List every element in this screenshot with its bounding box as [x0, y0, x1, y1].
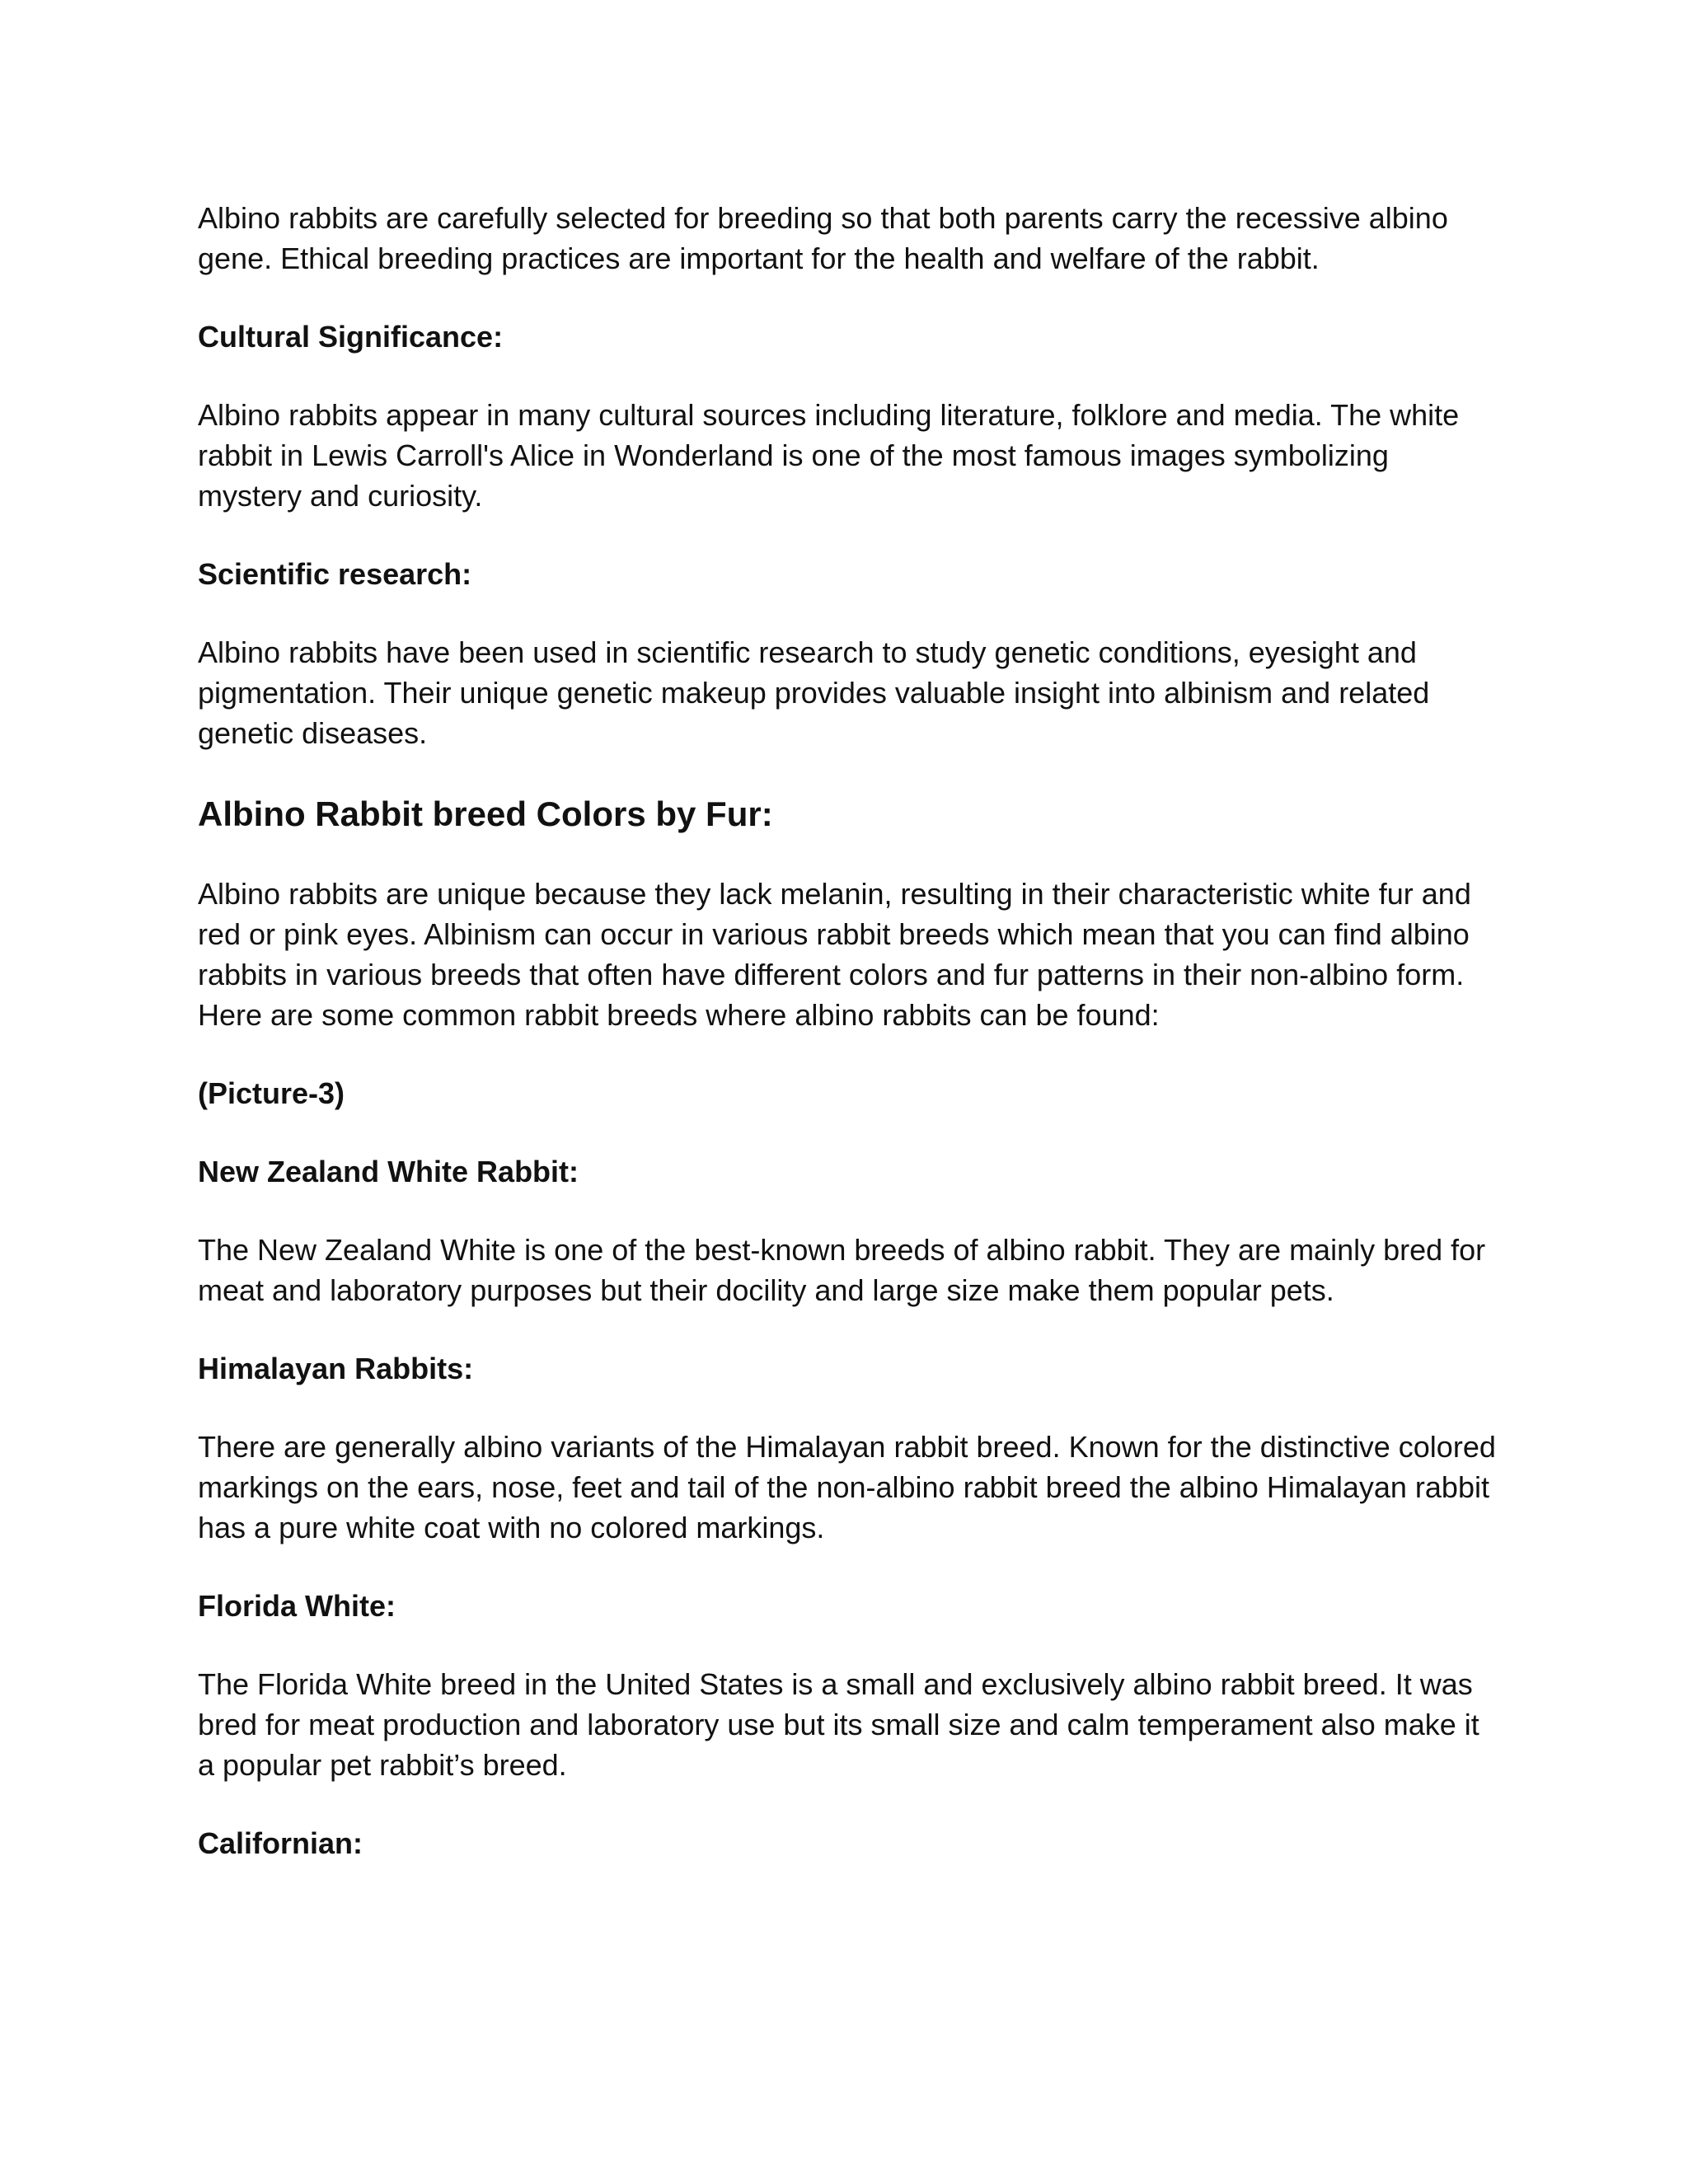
cultural-significance-label: Cultural Significance: [198, 320, 504, 354]
intro-breeding-paragraph: Albino rabbits are carefully selected for breeding so that both parents carry the recessive albino gene. Ethical breeding practices are important for the health and welfare of the rabbit. [198, 201, 1448, 275]
scientific-research-paragraph: Albino rabbits have been used in scientific research to study genetic conditions, eyesight and pigmentation. Their unique genetic makeup provides valuable insight into albinism and related genetic diseases. [198, 635, 1430, 750]
florida-white-label: Florida White: [198, 1589, 396, 1623]
florida-white-paragraph: The Florida White breed in the United States is a small and exclusively albino rabbit breed. It was bred for meat production and laboratory use but its small size and calm temperament also make it a popular pet rabbit’s breed. [198, 1667, 1479, 1782]
section-heading-breed-colors: Albino Rabbit breed Colors by Fur: [198, 794, 773, 833]
himalayan-rabbits-paragraph: There are generally albino variants of the Himalayan rabbit breed. Known for the distinctive colored markings on the ears, nose, feet and tail of the non-albino rabbit breed the albino Himalayan rabbit has a pure white coat with no colored markings. [198, 1430, 1496, 1544]
breed-colors-paragraph: Albino rabbits are unique because they lack melanin, resulting in their characteristic white fur and red or pink eyes. Albinism can occur in various rabbit breeds which mean that you can find albino rabbits in various breeds that often have different colors and fur patterns in their non-albino form. Here are some common rabbit breeds where albino rabbits can be found: [198, 877, 1471, 1032]
californian-label: Californian: [198, 1826, 363, 1860]
new-zealand-white-paragraph: The New Zealand White is one of the best-known breeds of albino rabbit. They are mainly bred for meat and laboratory purposes but their docility and large size make them popular pets. [198, 1233, 1486, 1307]
cultural-significance-paragraph: Albino rabbits appear in many cultural sources including literature, folklore and media. The white rabbit in Lewis Carroll's Alice in Wonderland is one of the most famous images symbolizing mystery and curiosity. [198, 398, 1460, 513]
picture-3-label: (Picture-3) [198, 1076, 345, 1110]
document-page [198, 198, 1500, 1901]
scientific-research-label: Scientific research: [198, 557, 472, 591]
himalayan-rabbits-label: Himalayan Rabbits: [198, 1352, 474, 1385]
new-zealand-white-label: New Zealand White Rabbit: [198, 1155, 579, 1188]
